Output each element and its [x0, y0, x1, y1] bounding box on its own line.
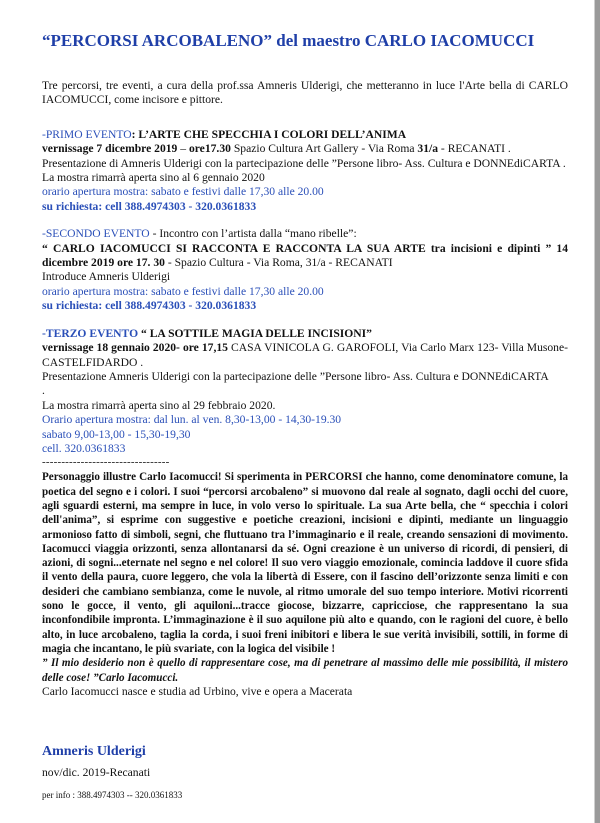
event-third: [42, 327, 568, 457]
vernissage-location: CASA VINICOLA G. GAROFOLI, Via Carlo Marx 123- Villa Musone-CASTELFIDARDO .: [42, 341, 568, 369]
signature-block: [42, 744, 182, 803]
event-first-label: -PRIMO EVENTO: [42, 127, 132, 141]
closing-line: Carlo Iacomucci nasce e studia ad Urbino, vive e opera a Macerata: [42, 684, 353, 698]
event-second-heading: [42, 227, 568, 241]
signature-info: per info : 388.4974303 -- 320.0361833: [42, 790, 183, 801]
event-first-vernissage: [42, 142, 568, 156]
event-first: [42, 128, 568, 214]
event-third-heading: [42, 327, 568, 341]
event-second-intro: - Incontro con l’artista dalla “mano ribelle”:: [149, 227, 357, 241]
event-third-vernissage: [42, 341, 568, 370]
vernissage-dash: –: [177, 142, 189, 156]
section-separator: ---------------------------------: [42, 456, 170, 469]
signature-name: Amneris Ulderigi: [42, 744, 146, 759]
event-second: [42, 227, 568, 313]
event-third-presentation: Presentazione Amneris Ulderigi con la partecipazione delle ”Persone libro- Ass. Cultura e DONNEdiCARTA: [42, 369, 549, 383]
event-second-hours: orario apertura mostra: sabato e festivi dalle 17,30 alle 20.00: [42, 284, 324, 298]
vernissage-date: vernissage 7 dicembre 2019: [42, 142, 178, 156]
bio-paragraph: Personaggio illustre Carlo Iacomucci! Si sperimenta in PERCORSI che hanno, come denominatore comune, la poetica del segno e i colori. I suoi “percorsi arcobaleno” si muovono dal reale al sognato, dagli occhi del cuore, agli sguardi esterni, ma sempre in luce, in volo verso lo spirituale. La sua Arte bella, che “ specchia i colori dell'anima”, si esprime con suggestive e poetiche creazioni, incisioni e dipinti, mediante un linguaggio armonioso fatto di simboli, segni, che fluttuano tra l’immaginario e il reale, creando sensazioni di movimento. Iacomucci viaggia orizzonti, senza allontanarsi da sé. Ogni creazione è un universo di ricordi, di pensieri, di azioni, di sogni...eternate nel segno e nel colore! Il suo vero viaggio emozionale, comincia laddove il cuore sfida il vento della paura, cuore leggero, che vola la libertà di Essere, con il fascino dell’orizzonte senza limiti e con desideri che cambiano sembianza, come le nuvole, al ritmo umorale del suo tempo interiore. Motivi ricorrenti sono le gocce, il vento, gli aquiloni...tracce giocose, bizzarre, capricciose, che rappresentano la sua inconfondibile impronta. L’immaginazione è il suo aquilone più alto e quando, con le ragioni del cuore, è bello alto, in luce arcobaleno, taglia la corda, i suoi freni inibitori e libera le sue verità invisibili, sottili, in forme di magia che incantano, le più svariate, con la logica del visibile !: [42, 471, 568, 655]
title-artist: CARLO IACOMUCCI: [364, 31, 535, 50]
event-second-title: [42, 242, 568, 271]
event-first-duration: La mostra rimarrà aperta sino al 6 gennaio 2020: [42, 171, 265, 185]
title-quoted: “PERCORSI ARCOBALENO”: [42, 31, 273, 50]
event-third-cell: cell. 320.0361833: [42, 441, 126, 455]
vernissage-date-time: vernissage 18 gennaio 2020- ore 17,15: [42, 341, 228, 355]
vernissage-city: - RECANATI .: [438, 142, 511, 156]
artist-quote: ” Il mio desiderio non è quello di rappresentare cose, ma di penetrare al massimo delle mie possibilità, il mistero delle cose! ”Carlo Iacomucci.: [42, 657, 568, 684]
event-first-hours: orario apertura mostra: sabato e festivi dalle 17,30 alle 20.00: [42, 185, 324, 199]
signature-date: nov/dic. 2019-Recanati: [42, 766, 151, 779]
event-second-title-text: “ CARLO IACOMUCCI SI RACCONTA E RACCONTA LA SUA ARTE tra incisioni e dipinti ” 14 dicembre 2019: [42, 241, 568, 270]
event-first-request: su richiesta: cell 388.4974303 - 320.0361833: [42, 199, 257, 213]
event-third-title: “ LA SOTTILE MAGIA DELLE INCISIONI”: [138, 326, 372, 340]
event-second-time: ore 17. 30: [117, 256, 165, 270]
event-third-dot: .: [42, 384, 45, 398]
event-third-label: -TERZO EVENTO: [42, 326, 139, 340]
vernissage-venue: Spazio Cultura Art Gallery - Via Roma: [230, 142, 418, 156]
event-third-duration: La mostra rimarrà aperta sino al 29 febbraio 2020.: [42, 398, 276, 412]
document-page: [42, 30, 568, 801]
event-third-hours-saturday: sabato 9,00-13,00 - 15,30-19,30: [42, 427, 191, 441]
event-third-hours-weekdays: Orario apertura mostra: dal lun. al ven. 8,30-13,00 - 14,30-19.30: [42, 413, 342, 427]
document-title: [42, 30, 568, 52]
event-second-request: su richiesta: cell 388.4974303 - 320.0361833: [42, 299, 257, 313]
event-first-presentation: Presentazione di Amneris Ulderigi con la partecipazione delle ”Persone libro- Ass. Cultura e DONNEdiCARTA .: [42, 156, 566, 170]
page-edge: [595, 0, 600, 823]
event-second-venue: - Spazio Cultura - Via Roma, 31/a - RECANATI: [164, 256, 393, 270]
event-first-title: : L’ARTE CHE SPECCHIA I COLORI DELL’ANIMA: [131, 127, 407, 141]
title-middle: del maestro: [272, 31, 365, 50]
event-first-heading: [42, 128, 568, 142]
event-second-label: -SECONDO EVENTO: [42, 227, 150, 241]
vernissage-number: 31/a: [417, 142, 439, 156]
event-second-introduce: Introduce Amneris Ulderigi: [42, 270, 171, 284]
intro-paragraph: Tre percorsi, tre eventi, a cura della prof.ssa Amneris Ulderigi, che metteranno in luce l'Arte bella di CARLO IACOMUCCI, come incisore e pittore.: [42, 79, 568, 107]
vernissage-time: ore17.30: [188, 142, 231, 156]
